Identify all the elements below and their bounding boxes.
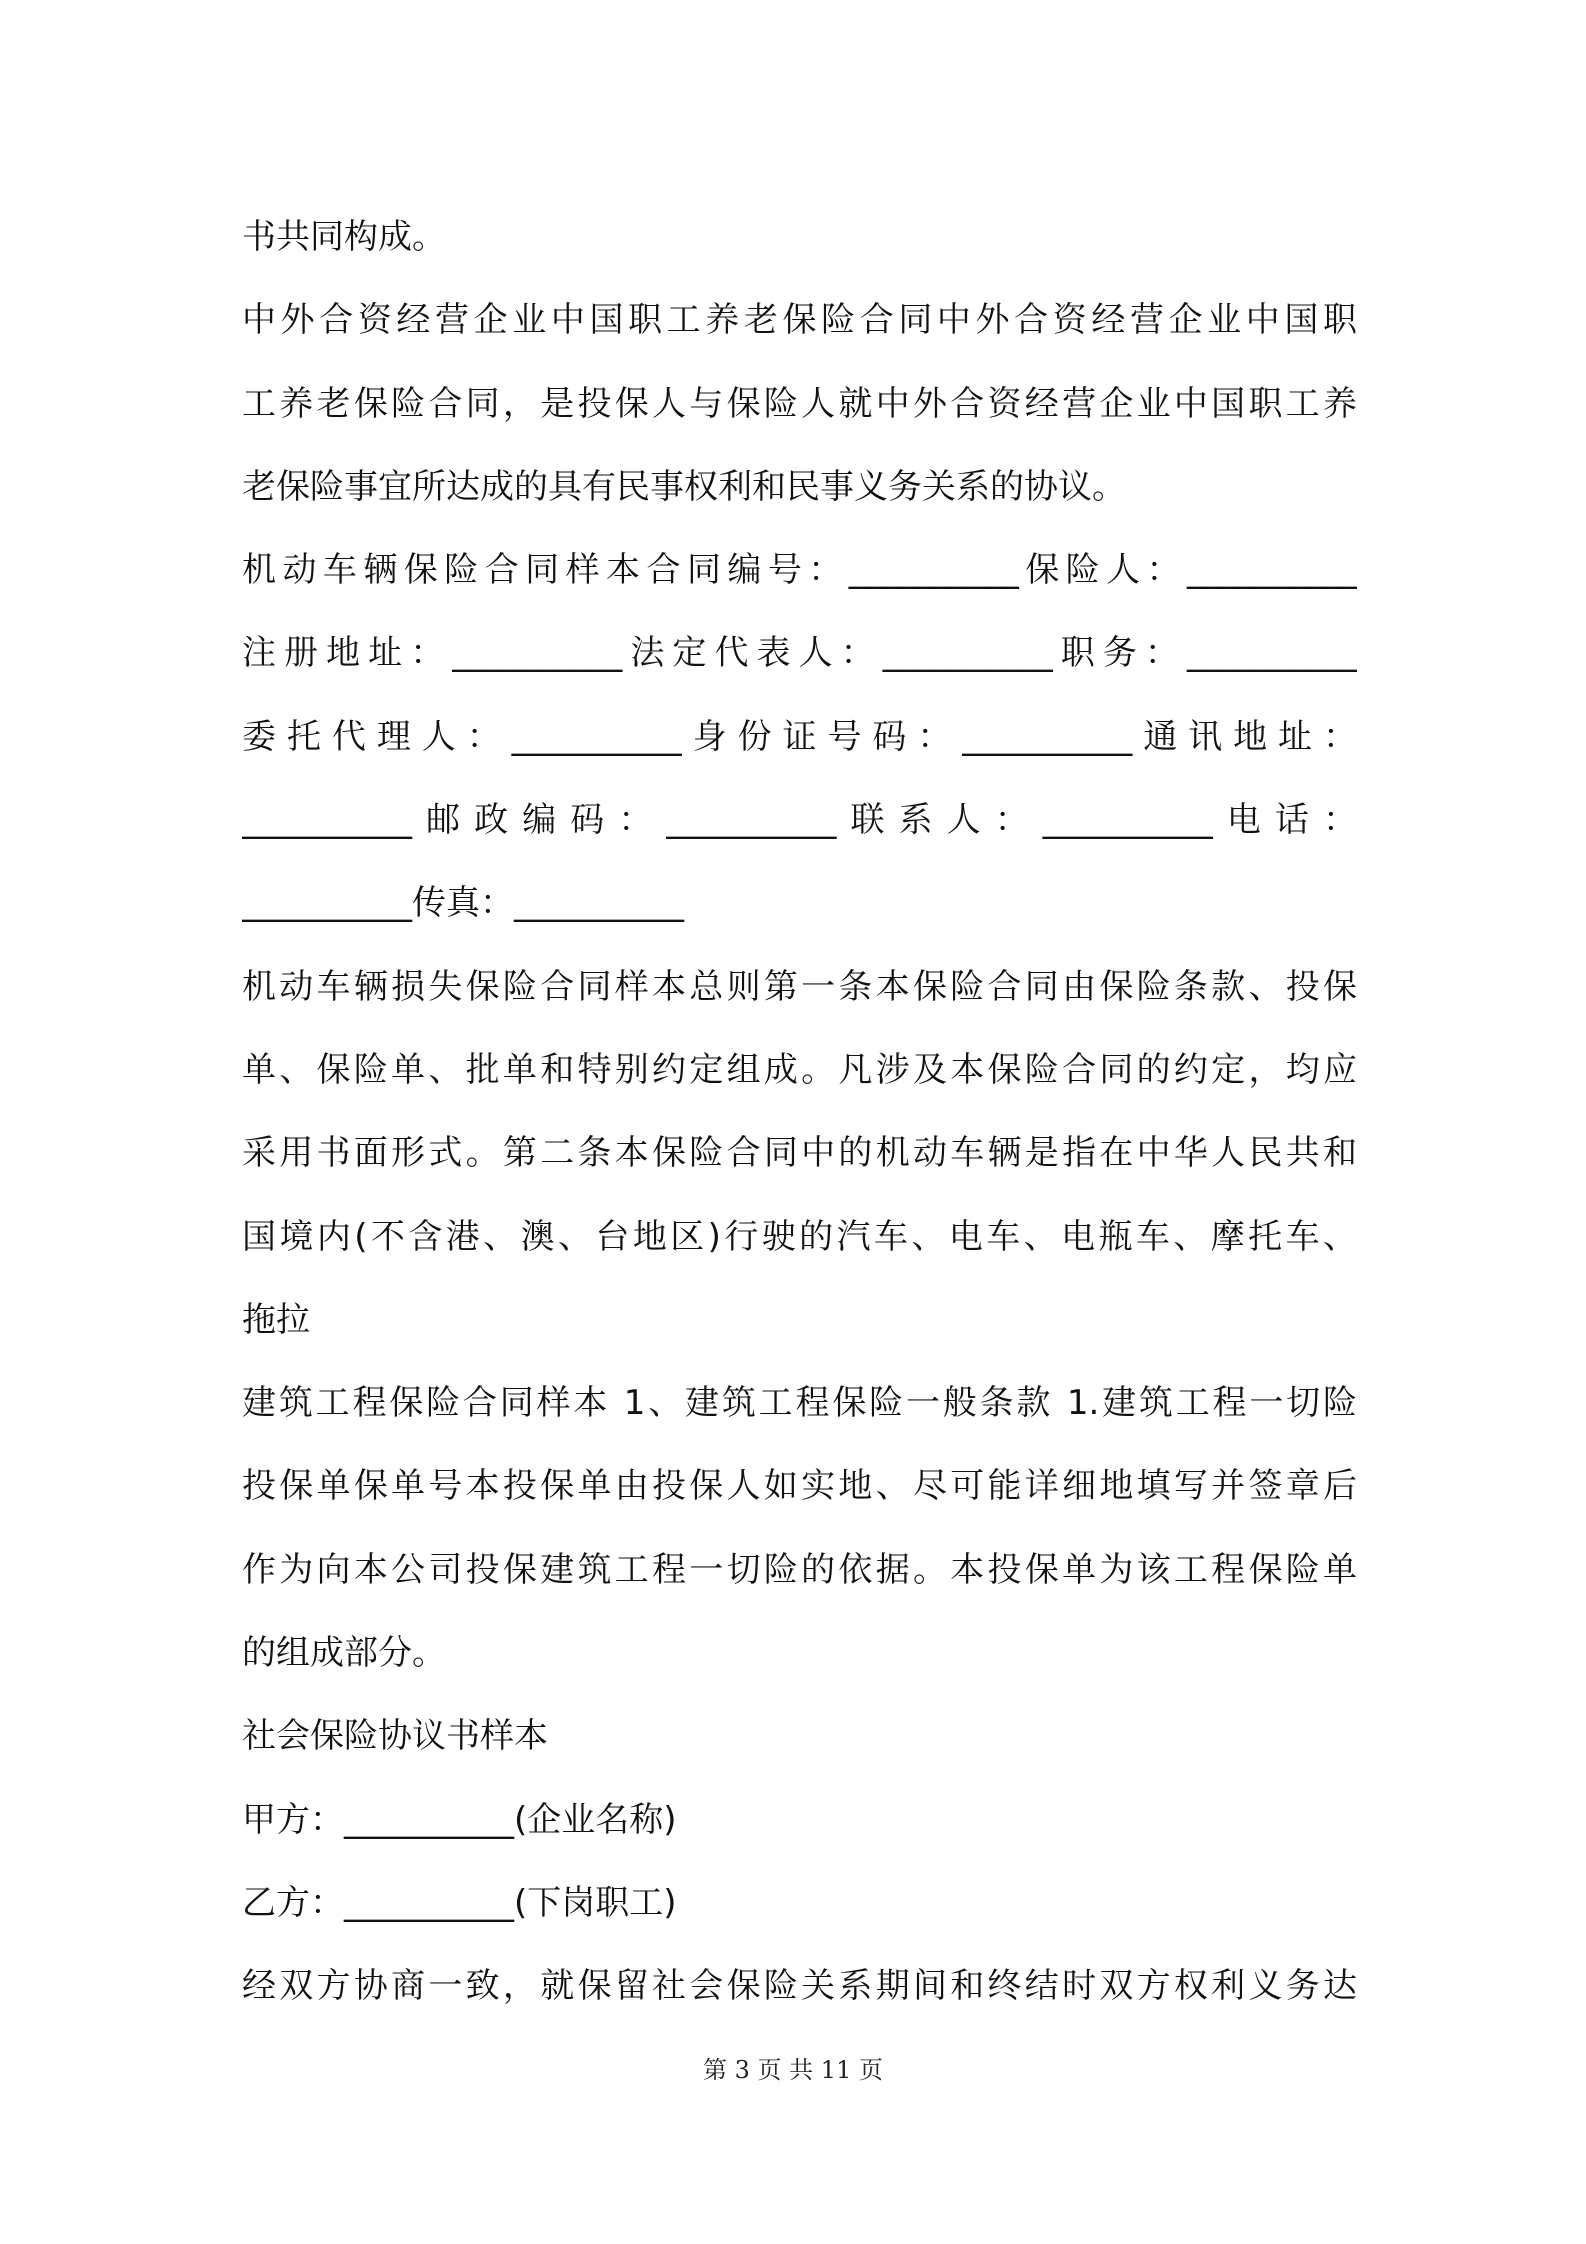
text-line: 单、保险单、批单和特别约定组成。凡涉及本保险合同的约定，均应 <box>242 1049 1357 1090</box>
text-line: 机动车辆损失保险合同样本总则第一条本保险合同由保险条款、投保 <box>242 966 1357 1007</box>
text-line: 中外合资经营企业中国职工养老保险合同中外合资经营企业中国职 <box>242 300 1357 341</box>
form-line: 机动车辆保险合同样本合同编号：__________保险人：__________ <box>242 550 1357 591</box>
text-line: 国境内(不含港、澳、台地区)行驶的汽车、电车、电瓶车、摩托车、 <box>242 1216 1357 1257</box>
page-number: 第 3 页 共 11 页 <box>703 2056 883 2084</box>
text-line: 拖拉 <box>242 1299 310 1340</box>
document-body <box>242 196 1357 2029</box>
text-line: 书共同构成。 <box>242 217 446 257</box>
form-line: 注册地址：__________法定代表人：__________职务：__________ <box>242 633 1357 674</box>
party-b-line: 乙方：__________(下岗职工) <box>242 1882 677 1923</box>
text-line: 采用书面形式。第二条本保险合同中的机动车辆是指在中华人民共和 <box>242 1133 1357 1174</box>
text-line: 作为向本公司投保建筑工程一切险的依据。本投保单为该工程保险单 <box>242 1549 1357 1590</box>
text-line: 建筑工程保险合同样本 1、建筑工程保险一般条款 1.建筑工程一切险 <box>242 1383 1357 1424</box>
text-line: 的组成部分。 <box>242 1633 446 1674</box>
text-line: 工养老保险合同，是投保人与保险人就中外合资经营企业中国职工养 <box>242 383 1357 424</box>
form-line: __________邮政编码：__________联系人：__________电话： <box>242 800 1357 841</box>
form-line: __________传真：__________ <box>242 883 684 924</box>
section-heading: 社会保险协议书样本 <box>242 1716 548 1757</box>
text-line: 经双方协商一致，就保留社会保险关系期间和终结时双方权利义务达 <box>242 1966 1357 2007</box>
text-line: 投保单保单号本投保单由投保人如实地、尽可能详细地填写并签章后 <box>242 1466 1357 1507</box>
text-line: 老保险事宜所达成的具有民事权利和民事义务关系的协议。 <box>242 466 1126 507</box>
party-a-line: 甲方：__________(企业名称) <box>242 1799 677 1840</box>
form-line: 委托代理人：__________身份证号码：__________通讯地址： <box>242 716 1357 757</box>
